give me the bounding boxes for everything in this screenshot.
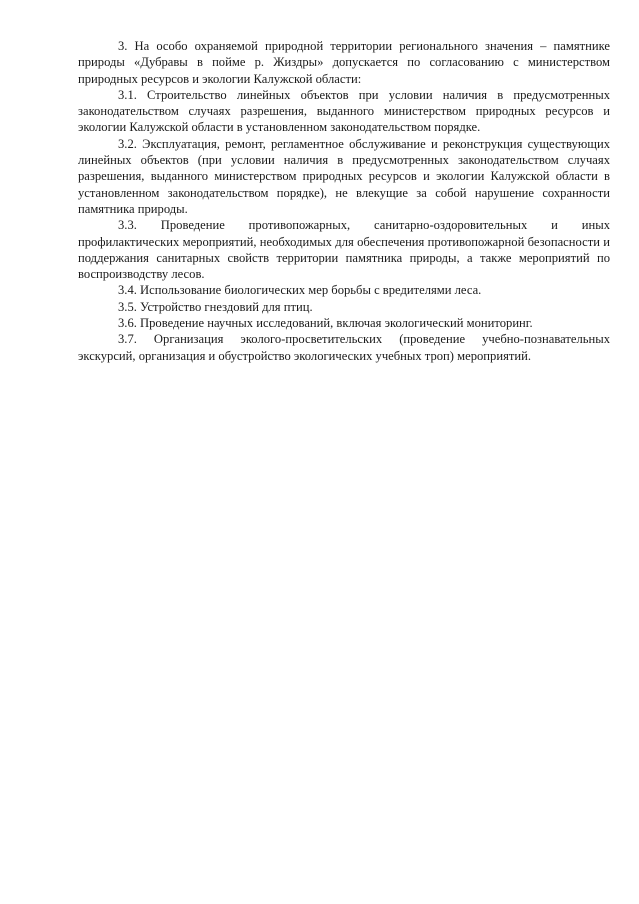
paragraph-item-3-2: 3.2. Эксплуатация, ремонт, регламентное обслуживание и реконструкция существующих линейных объектов (при условии наличия в предусмотренных законодательством случаях разрешения, выданного министерством природных ресурсов и экологии Калужской области в установленном законодательством порядке), не влекущие за собой нарушение сохранности памятника природы. [78, 136, 610, 216]
paragraph-item-3-7: 3.7. Организация эколого-просветительских (проведение учебно-познавательных экскурсий, организация и обустройство экологических учебных троп) мероприятий. [78, 332, 610, 363]
paragraph-item-3-6: 3.6. Проведение научных исследований, включая экологический мониторинг. [118, 316, 533, 331]
paragraph-item-3-1: 3.1. Строительство линейных объектов при условии наличия в предусмотренных законодательством случаях разрешения, выданного министерством природных ресурсов и экологии Калужской области в установленном законодательством порядке. [78, 87, 610, 135]
paragraph-item-3-5: 3.5. Устройство гнездовий для птиц. [118, 299, 313, 314]
document-body [78, 38, 610, 364]
paragraph-item-3: 3. На особо охраняемой природной территории регионального значения – памятнике природы «Дубравы в пойме р. Жиздры» допускается по согласованию с министерством природных ресурсов и экологии Калужской области: [78, 39, 610, 86]
paragraph-item-3-4: 3.4. Использование биологических мер борьбы с вредителями леса. [118, 283, 482, 298]
paragraph-item-3-3: 3.3. Проведение противопожарных, санитарно-оздоровительных и иных профилактических мероприятий, необходимых для обеспечения противопожарной безопасности и поддержания санитарных свойств территории памятника природы, а также мероприятий по воспроизводству лесов. [78, 218, 610, 282]
